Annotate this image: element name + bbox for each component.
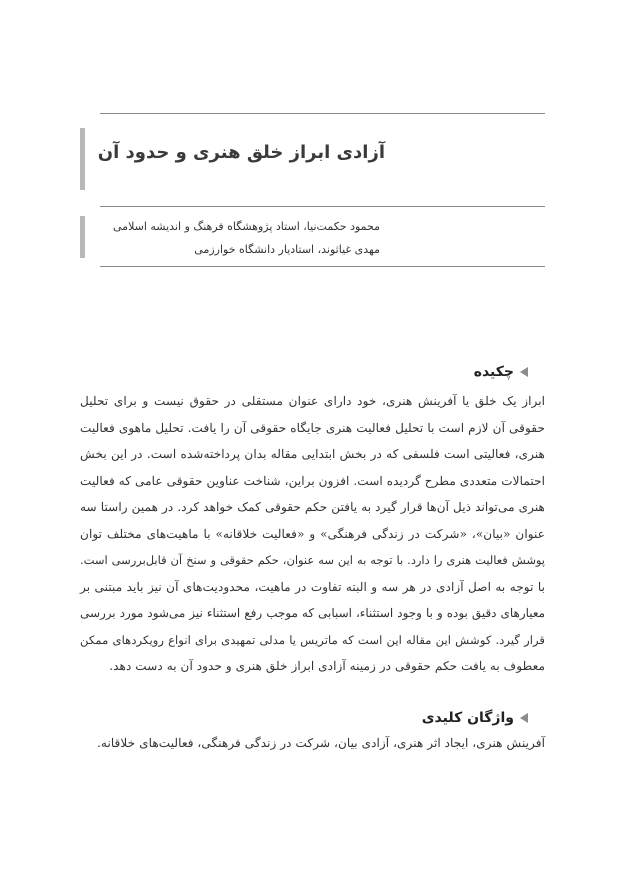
authors-bottom-rule (100, 266, 545, 267)
keywords-heading-label: واژگان کلیدی (421, 710, 514, 726)
author-2: مهدی غیاثوند، استادیار دانشگاه خوارزمی (194, 243, 380, 256)
abstract-line: احتمالات متعددی مطرح گردیده است. افزون براین، شناخت عناوین حقوقی عامی که فعالیت (80, 473, 545, 488)
abstract-line: ابراز یک خلق یا آفرینش هنری، خود دارای عنوان مستقلی در حقوق نیست و برای تحلیل (80, 394, 545, 408)
abstract-line: با توجه به اصل آزادی در هر سه و البته تفاوت در ماهیت، محدودیت‌های آن نیز باید مبتنی بر (80, 579, 545, 594)
abstract-body (80, 388, 545, 680)
abstract-line: هنری، فعالیتی است فلسفی که در بخش ابتدایی مقاله بدان پرداخته‌شده است. در این بخش (80, 447, 545, 461)
authors-list (95, 215, 380, 261)
keywords-heading (422, 710, 528, 726)
abstract-line: پوشش فعالیت هنری را دارد. با توجه به این سه عنوان، حکم حقوقی و سنخ آن قابل‌بررسی است. (80, 553, 545, 567)
abstract-line: معطوف به یافت حکم حقوقی در زمینه آزادی ابراز خلق هنری و حدود آن به دست دهد. (109, 659, 545, 673)
author-1: محمود حکمت‌نیا، استاد پژوهشگاه فرهنگ و اندیشه اسلامی (113, 220, 380, 233)
title-accent-bar (80, 128, 85, 190)
abstract-line: قرار گیرد. کوشش این مقاله این است که ماتریس یا مدلی تمهیدی برای انواع رویکردهای ممکن (80, 632, 545, 647)
triangle-bullet-icon (520, 367, 528, 377)
abstract-heading (474, 364, 528, 380)
abstract-line: عنوان «بیان»، «شرکت در زندگی فرهنگی» و «فعالیت خلاقانه» با ماهیت‌های مختلف توان (80, 526, 545, 541)
abstract-heading-label: چکیده (473, 364, 514, 380)
authors-accent-bar (80, 216, 85, 258)
keywords-text: آفرینش هنری، ایجاد اثر هنری، آزادی بیان، شرکت در زندگی فرهنگی، فعالیت‌های خلاقانه. (97, 736, 545, 750)
authors-top-rule (100, 206, 545, 207)
title-block (80, 128, 545, 190)
abstract-line: حقوقی آن لازم است با تحلیل فعالیت هنری جایگاه حقوقی آن را یافت. تحلیل ماهوی فعالیت (80, 420, 545, 435)
abstract-line: هنری می‌تواند ذیل آن‌ها قرار گیرد به یافتن حکم حقوقی کمک خواهد کرد. در همین راستا سه (80, 500, 545, 514)
top-rule (100, 113, 545, 114)
article-title: آزادی ابراز خلق هنری و حدود آن (97, 142, 385, 163)
triangle-bullet-icon (520, 713, 528, 723)
abstract-line: معیارهای دقیق بوده و با وجود استثناء، اسبابی که موجب رفع استثناء نیز می‌شود مورد بررسی (80, 606, 545, 620)
